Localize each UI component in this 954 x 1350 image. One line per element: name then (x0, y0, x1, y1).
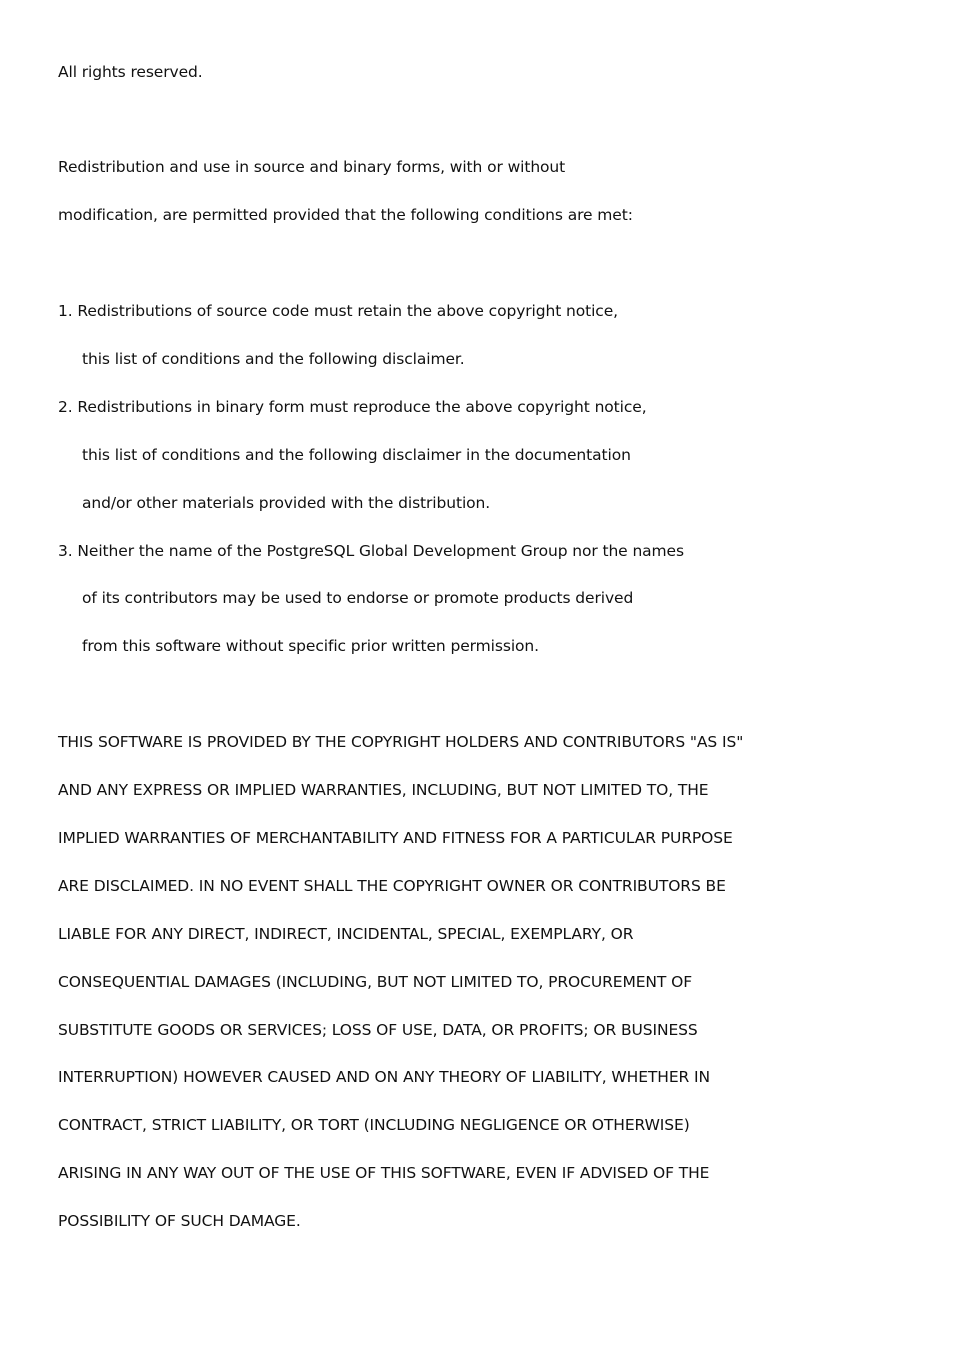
disclaimer-line: POSSIBILITY OF SUCH DAMAGE. (58, 1212, 301, 1230)
condition-1-continued: this list of conditions and the following disclaimer. (82, 350, 465, 368)
disclaimer-line: CONTRACT, STRICT LIABILITY, OR TORT (INCLUDING NEGLIGENCE OR OTHERWISE) (58, 1116, 690, 1134)
condition-3-continued: from this software without specific prior written permission. (82, 637, 539, 655)
disclaimer-line: LIABLE FOR ANY DIRECT, INDIRECT, INCIDENTAL, SPECIAL, EXEMPLARY, OR (58, 925, 634, 943)
intro-line: Redistribution and use in source and binary forms, with or without (58, 158, 566, 176)
condition-3-continued: of its contributors may be used to endorse or promote products derived (82, 589, 634, 607)
condition-2: 2. Redistributions in binary form must reproduce the above copyright notice, (58, 398, 647, 416)
condition-1: 1. Redistributions of source code must retain the above copyright notice, (58, 302, 618, 320)
disclaimer-line: SUBSTITUTE GOODS OR SERVICES; LOSS OF USE, DATA, OR PROFITS; OR BUSINESS (58, 1021, 698, 1039)
condition-3: 3. Neither the name of the PostgreSQL Global Development Group nor the names (58, 542, 684, 560)
disclaimer-line: ARE DISCLAIMED. IN NO EVENT SHALL THE COPYRIGHT OWNER OR CONTRIBUTORS BE (58, 877, 726, 895)
disclaimer-line: THIS SOFTWARE IS PROVIDED BY THE COPYRIGHT HOLDERS AND CONTRIBUTORS "AS IS" (58, 733, 744, 751)
condition-2-continued: this list of conditions and the following disclaimer in the documentation (82, 446, 631, 464)
condition-2-continued: and/or other materials provided with the distribution. (82, 494, 491, 512)
intro-line: modification, are permitted provided that the following conditions are met: (58, 206, 633, 224)
rights-statement: All rights reserved. (58, 63, 203, 81)
disclaimer-line: ARISING IN ANY WAY OUT OF THE USE OF THIS SOFTWARE, EVEN IF ADVISED OF THE (58, 1164, 710, 1182)
disclaimer-line: AND ANY EXPRESS OR IMPLIED WARRANTIES, INCLUDING, BUT NOT LIMITED TO, THE (58, 781, 709, 799)
disclaimer-line: CONSEQUENTIAL DAMAGES (INCLUDING, BUT NOT LIMITED TO, PROCUREMENT OF (58, 973, 693, 991)
disclaimer-line: IMPLIED WARRANTIES OF MERCHANTABILITY AND FITNESS FOR A PARTICULAR PURPOSE (58, 829, 733, 847)
disclaimer-line: INTERRUPTION) HOWEVER CAUSED AND ON ANY THEORY OF LIABILITY, WHETHER IN (58, 1068, 710, 1086)
